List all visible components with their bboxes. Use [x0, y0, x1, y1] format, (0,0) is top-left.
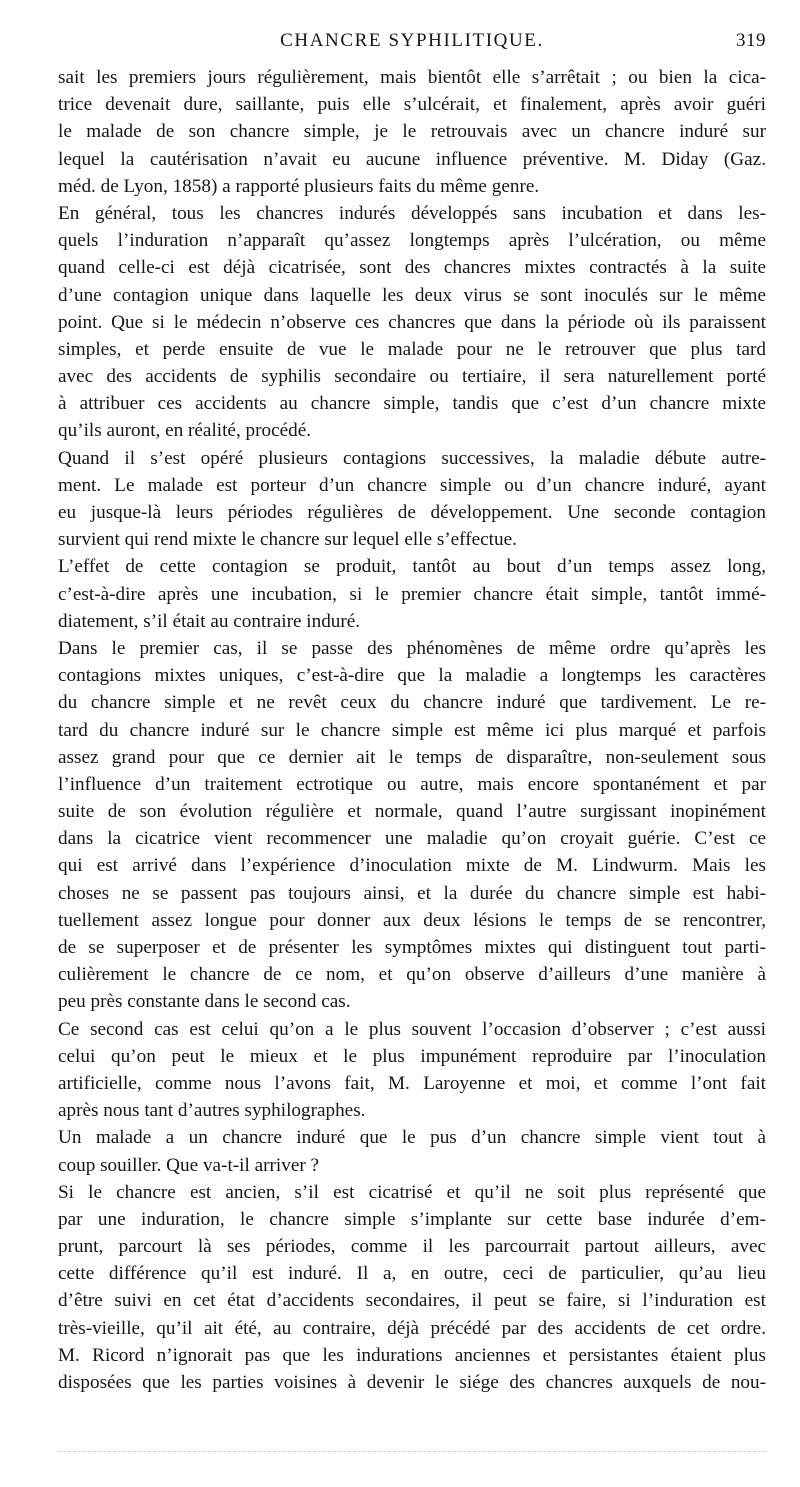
running-title: CHANCRE SYPHILITIQUE. — [280, 30, 544, 51]
text-line: cette différence qu’il est induré. Il a, en outre, ceci de particulier, qu’au lieu — [58, 1263, 766, 1285]
text-line: dans la cicatrice vient recommencer une maladie qu’on croyait guérie. C’est ce — [58, 828, 766, 850]
text-line: assez grand pour que ce dernier ait le temps de disparaître, non-seulement sous — [58, 746, 766, 768]
text-line: eu jusque-là leurs périodes régulières de développement. Une seconde contagion — [58, 502, 766, 523]
text-line: Un malade a un chancre induré que le pus d’un chancre simple vient tout à — [58, 1127, 766, 1149]
text-line: choses ne se passent pas toujours ainsi, et la durée du chancre simple est habi- — [58, 882, 766, 904]
text-line: Ce second cas est celui qu’on a le plus souvent l’occasion d’observer ; c’est aussi — [58, 1018, 766, 1040]
text-line: par une induration, le chancre simple s’implante sur cette base indurée d’em- — [58, 1208, 766, 1230]
text-line: trice devenait dure, saillante, puis elle s’ulcérait, et finalement, après avoir guéri — [58, 94, 766, 116]
text-line: En général, tous les chancres indurés développés sans incubation et dans les- — [58, 202, 766, 224]
text-line: Quand il s’est opéré plusieurs contagions successives, la maladie débute autre- — [58, 447, 766, 469]
page-number: 319 — [736, 30, 766, 51]
text-line: prunt, parcourt là ses périodes, comme il les parcourrait partout ailleurs, avec — [58, 1236, 766, 1258]
text-line: disposées que les parties voisines à devenir le siége des chancres auxquels de nou- — [58, 1372, 766, 1393]
text-line: le malade de son chancre simple, je le retrouvais avec un chancre induré sur — [58, 121, 766, 143]
body-text — [58, 64, 766, 1396]
footer-rule — [58, 1451, 766, 1452]
text-line: survient qui rend mixte le chancre sur lequel elle s’effectue. — [58, 529, 517, 551]
text-line: celui qu’on peut le mieux et le plus impunément reproduire par l’inoculation — [58, 1045, 766, 1067]
text-line: d’être suivi en cet état d’accidents secondaires, il peut se faire, si l’induration est — [58, 1290, 766, 1312]
text-line: Si le chancre est ancien, s’il est cicatrisé et qu’il ne soit plus représenté que — [58, 1181, 766, 1203]
text-line: avec des accidents de syphilis secondaire ou tertiaire, il sera naturellement porté — [58, 366, 766, 388]
text-line: diatement, s’il était au contraire induré. — [58, 610, 361, 632]
running-head — [58, 30, 766, 60]
text-line: M. Ricord n’ignorait pas que les indurations anciennes et persistantes étaient plus — [58, 1344, 766, 1366]
text-line: l’influence d’un traitement ectrotique ou autre, mais encore spontanément et par — [58, 773, 766, 795]
text-line: à attribuer ces accidents au chancre simple, tandis que c’est d’un chancre mixte — [58, 393, 766, 415]
text-line: lequel la cautérisation n’avait eu aucune influence préventive. M. Diday (Gaz. — [58, 148, 766, 170]
text-line: du chancre simple et ne revêt ceux du chancre induré que tardivement. Le re- — [58, 692, 766, 714]
text-line: point. Que si le médecin n’observe ces chancres que dans la période où ils paraissent — [58, 311, 766, 333]
text-line: sait les premiers jours régulièrement, mais bientôt elle s’arrêtait ; ou bien la cica- — [58, 67, 766, 88]
text-line: contagions mixtes uniques, c’est-à-dire que la maladie a longtemps les caractères — [58, 665, 766, 687]
text-line: d’une contagion unique dans laquelle les deux virus se sont inoculés sur le même — [58, 284, 766, 306]
text-line: tard du chancre induré sur le chancre simple est même ici plus marqué et parfois — [58, 719, 766, 741]
text-line: culièrement le chancre de ce nom, et qu’on observe d’ailleurs d’une manière à — [58, 964, 766, 986]
text-line: tuellement assez longue pour donner aux deux lésions le temps de se rencontrer, — [58, 909, 766, 931]
text-line: très-vieille, qu’il ait été, au contraire, déjà précédé par des accidents de cet ordre. — [58, 1317, 766, 1339]
text-line: c’est-à-dire après une incubation, si le premier chancre était simple, tantôt immé- — [58, 583, 766, 605]
text-line: artificielle, comme nous l’avons fait, M. Laroyenne et moi, et comme l’ont fait — [58, 1072, 766, 1094]
text-line: quels l’induration n’apparaît qu’assez longtemps après l’ulcération, ou même — [58, 230, 766, 252]
text-line: Dans le premier cas, il se passe des phénomènes de même ordre qu’après les — [58, 637, 766, 659]
text-line: ment. Le malade est porteur d’un chancre simple ou d’un chancre induré, ayant — [58, 474, 766, 496]
text-line: coup souiller. Que va-t-il arriver ? — [58, 1154, 320, 1176]
text-line: méd. de Lyon, 1858) a rapporté plusieurs faits du même genre. — [58, 175, 540, 197]
text-line: suite de son évolution régulière et normale, quand l’autre surgissant inopinément — [58, 801, 766, 823]
text-line: L’effet de cette contagion se produit, tantôt au bout d’un temps assez long, — [58, 556, 766, 578]
text-line: peu près constante dans le second cas. — [58, 991, 351, 1013]
text-line: simples, et perde ensuite de vue le malade pour ne le retrouver que plus tard — [58, 338, 766, 360]
text-line: qu’ils auront, en réalité, procédé. — [58, 420, 312, 442]
text-line: qui est arrivé dans l’expérience d’inoculation mixte de M. Lindwurm. Mais les — [58, 855, 766, 877]
text-line: quand celle-ci est déjà cicatrisée, sont des chancres mixtes contractés à la suite — [58, 257, 766, 279]
text-line: après nous tant d’autres syphilographes. — [58, 1100, 366, 1122]
text-line: de se superposer et de présenter les symptômes mixtes qui distinguent tout parti- — [58, 937, 766, 958]
